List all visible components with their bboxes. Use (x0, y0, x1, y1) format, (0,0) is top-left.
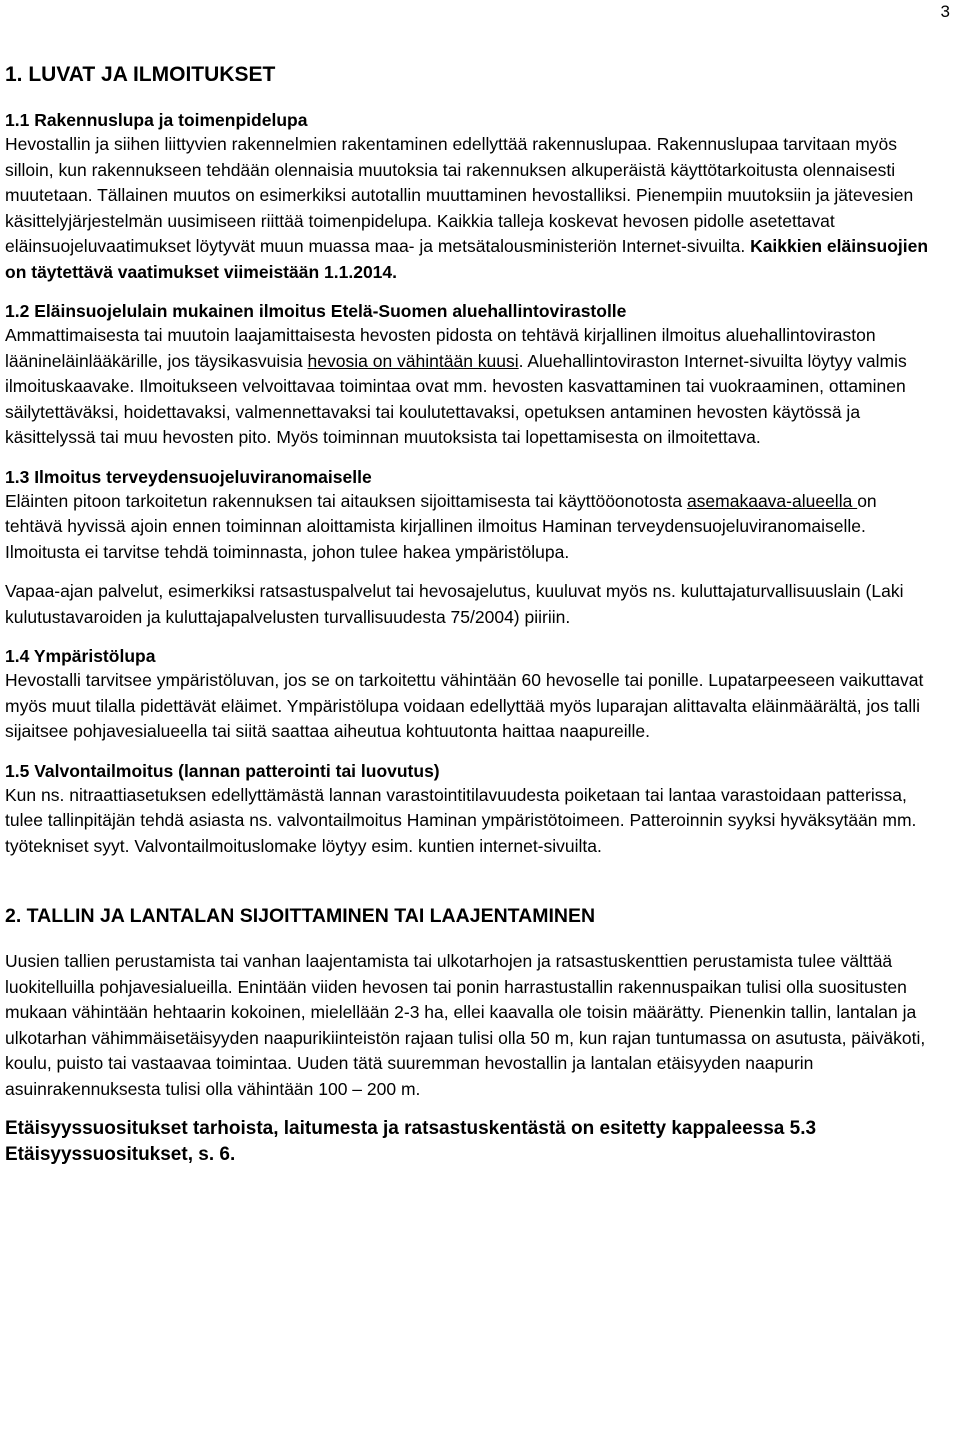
section-2-body: Uusien tallien perustamista tai vanhan laajentamista tai ulkotarhojen ja ratsastuskenttien perustamista tulee välttää luokitelluilla pohjavesialueilla. Enintään viiden hevosen tai ponin harrastustallin rakennuspaikan tulisi olla suositusten mukaan vähintään hehtaarin kokoinen, mielellään 2-3 ha, ellei kaavalla ole toisin määrätty. Pienenkin tallin, lantalan ja ulkotarhan vähimmäisetäisyyden naapurikiinteistön rajaan tulisi olla 50 m, kun rajan tuntumassa on asutusta, päiväkoti, koulu, puisto tai vastaavaa toimintaa. Uuden tätä suuremman hevostallin ja lantalan etäisyyden naapurin asuinrakennuksesta tulisi olla vähintään 100 – 200 m. (5, 951, 926, 1099)
section-1-5-body: Kun ns. nitraattiasetuksen edellyttämästä lannan varastointitilavuudesta poiketaan tai lantaa varastoidaan patterissa, tulee tallinpitäjän tehdä asiasta ns. valvontailmoitus Haminan ympäristötoimeen. Patteroinnin syyksi hyväksytään mm. työtekniset syyt. Valvontailmoituslomake löytyy esim. kuntien internet-sivuilta. (5, 784, 917, 856)
section-1-3-body-2: Vapaa-ajan palvelut, esimerkiksi ratsastuspalvelut tai hevosajelutus, kuuluvat myös ns. kuluttajaturvallisuuslain (Laki kulutustavaroiden ja kuluttajapalvelusten turvallisuudesta 75/2004) piiriin. (5, 581, 904, 627)
section-1-5-heading: 1.5 Valvontailmoitus (lannan patterointi tai luovutus) (5, 760, 440, 781)
section-1-2-text-b: . Aluehallintoviraston Internet-sivuilta löytyy valmis ilmoituskaavake. Ilmoitukseen velvoittavaa toimintaa ovat mm. hevosten kasvattaminen tai vuokraaminen, ottaminen säilytettäväksi, hoidettavaksi, valmennettavaksi tai koulutettavaksi, opetuksen antaminen hevosten käytössä ja käsittelyssä tai muu hevosten pito. Myös toiminnan muutoksista tai lopettamisesta on ilmoitettava. (5, 350, 907, 447)
section-1-3-text-a: Eläinten pitoon tarkoitetun rakennuksen tai aitauksen sijoittamisesta tai käyttööonotosta (5, 490, 687, 511)
section-1-heading: 1. LUVAT JA ILMOITUKSET (5, 63, 276, 86)
section-1-3-underlined: asemakaava-alueella (686, 490, 858, 511)
section-1-4-body: Hevostalli tarvitsee ympäristöluvan, jos se on tarkoitettu vähintään 60 hevoselle tai ponille. Lupatarpeeseen vaikuttavat myös muut tilalla pidettävät eläimet. Ympäristölupa voidaan edellyttää myös luparajan alittavalta eläinmäärältä, jos talli sijaitsee pohjavesialueella tai siitä saattaa aiheutua kohtuutonta haittaa naapureille. (5, 670, 924, 741)
section-1-1-deadline: Kaikkien eläinsuojien on täytettävä vaatimukset viimeistään 1.1.2014. (5, 236, 929, 282)
section-2-closing-note: Etäisyyssuositukset tarhoista, laitumesta ja ratsastuskentästä on esitetty kappaleessa 5.3 Etäisyyssuositukset, s. 6. (5, 1118, 817, 1165)
section-1-3-body (5, 489, 935, 566)
section-1-2-body (5, 323, 935, 451)
section-1-1-heading: 1.1 Rakennuslupa ja toimenpidelupa (5, 110, 308, 130)
section-1-2-underlined: hevosia on vähintään kuusi (307, 350, 519, 371)
document-content (5, 62, 935, 1168)
page-number: 3 (940, 2, 950, 21)
section-1-4-heading: 1.4 Ympäristölupa (5, 646, 156, 666)
section-1-2-heading: 1.2 Eläinsuojelulain mukainen ilmoitus Etelä-Suomen aluehallintovirastolle (5, 301, 627, 321)
section-1-1-body (5, 132, 935, 285)
section-1-2-text-a: Ammattimaisesta tai muutoin laajamittaisesta hevosten pidosta on tehtävä kirjallinen ilmoitus aluehallintoviraston läänineläinlääkärille, jos täysikasvuisia (5, 325, 876, 371)
section-2-heading: 2. TALLIN JA LANTALAN SIJOITTAMINEN TAI LAAJENTAMINEN (5, 905, 596, 927)
section-1-1-text: Hevostallin ja siihen liittyvien rakennelmien rakentaminen edellyttää rakennuslupaa. Rakennuslupaa tarvitaan myös silloin, kun rakennukseen tehdään olennaisia muutoksia tai rakennuksen alkuperäistä käyttötarkoitusta olennaisesti muutetaan. Tällainen muutos on esimerkiksi autotallin muuttaminen hevostalliksi. Pienempiin muutoksiin ja jätevesien käsittelyjärjestelmän uusimiseen riittää toimenpidelupa. Kaikkia talleja koskevat hevosen pidolle asetettavat eläinsuojeluvaatimukset löytyvät muun muassa maa- ja metsätalousministeriön Internet-sivuilta. (5, 134, 914, 256)
section-1-3-heading: 1.3 Ilmoitus terveydensuojeluviranomaiselle (5, 466, 372, 487)
section-1-3-text-b: on tehtävä hyvissä ajoin ennen toiminnan aloittamista kirjallinen ilmoitus Haminan terveydensuojeluviranomaiselle. Ilmoitusta ei tarvitse tehdä toiminnasta, johon tulee hakea ympäristölupa. (5, 490, 877, 562)
